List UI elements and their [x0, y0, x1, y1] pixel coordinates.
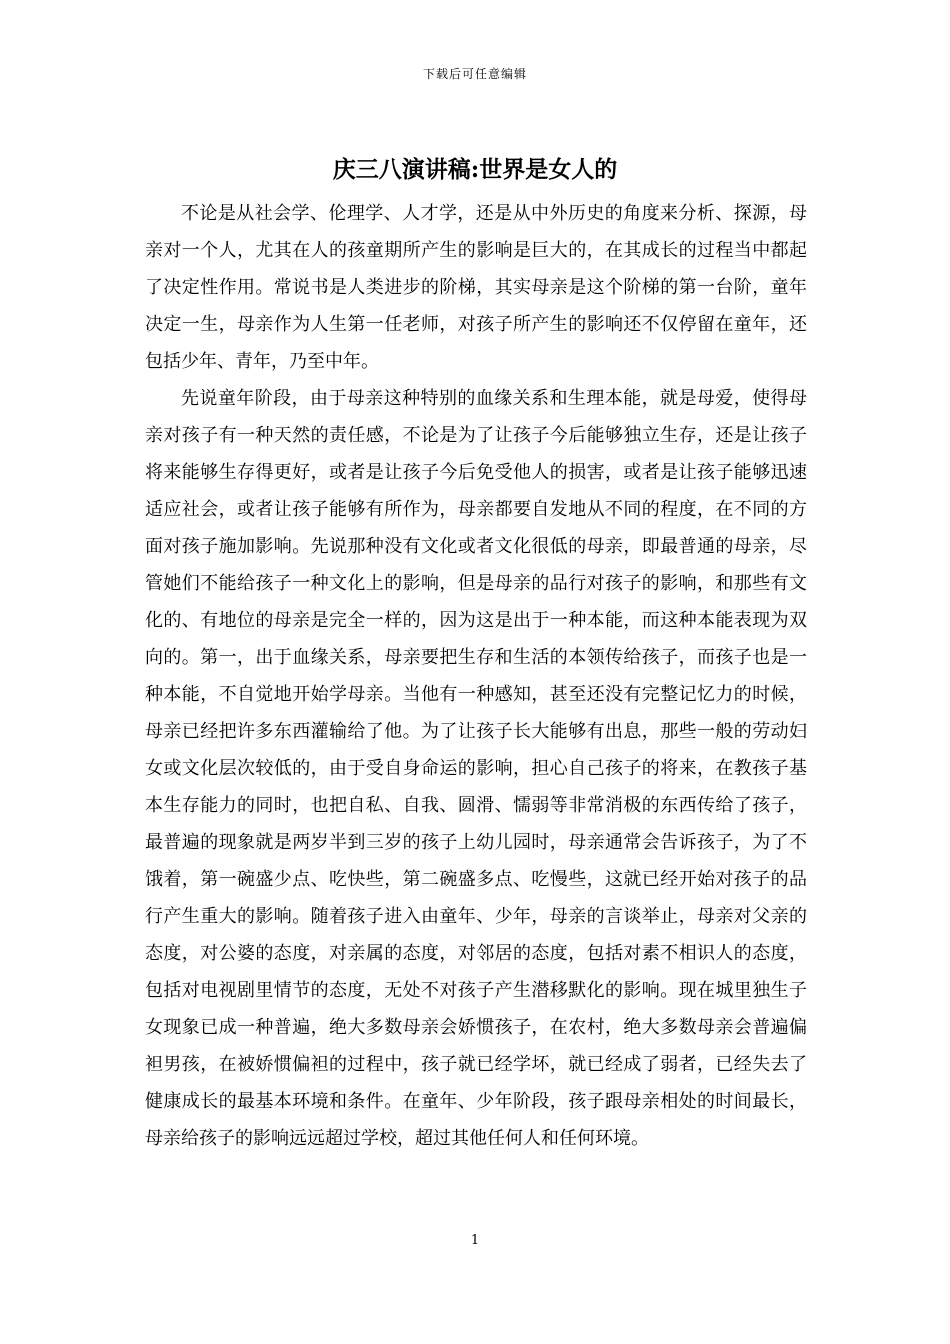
- body-paragraph: 不论是从社会学、伦理学、人才学，还是从中外历史的角度来分析、探源，母亲对一个人，尤其在人的孩童期所产生的影响是巨大的，在其成长的过程当中都起了决定性作用。常说书是人类进步的阶梯，其实母亲是这个阶梯的第一台阶，童年决定一生，母亲作为人生第一任老师，对孩子所产生的影响还不仅停留在童年，还包括少年、青年，乃至中年。: [145, 203, 807, 372]
- document-title: 庆三八演讲稿:世界是女人的: [332, 156, 618, 183]
- document-body: [145, 195, 807, 1157]
- page-number: 1: [470, 1233, 480, 1248]
- body-paragraph: 先说童年阶段，由于母亲这种特别的血缘关系和生理本能，就是母爱，使得母亲对孩子有一种天然的责任感，不论是为了让孩子今后能够独立生存，还是让孩子将来能够生存得更好，或者是让孩子今后免受他人的损害，或者是让孩子能够迅速适应社会，或者让孩子能够有所作为，母亲都要自发地从不同的程度，在不同的方面对孩子施加影响。先说那种没有文化或者文化很低的母亲，即最普通的母亲，尽管她们不能给孩子一种文化上的影响，但是母亲的品行对孩子的影响，和那些有文化的、有地位的母亲是完全一样的，因为这是出于一种本能，而这种本能表现为双向的。第一，出于血缘关系，母亲要把生存和生活的本领传给孩子，而孩子也是一种本能，不自觉地开始学母亲。当他有一种感知，甚至还没有完整记忆力的时候，母亲已经把许多东西灌输给了他。为了让孩子长大能够有出息，那些一般的劳动妇女或文化层次较低的，由于受自身命运的影响，担心自己孩子的将来，在教孩子基本生存能力的同时，也把自私、自我、圆滑、懦弱等非常消极的东西传给了孩子，最普遍的现象就是两岁半到三岁的孩子上幼儿园时，母亲通常会告诉孩子，为了不饿着，第一碗盛少点、吃快些，第二碗盛多点、吃慢些，这就已经开始对孩子的品行产生重大的影响。随着孩子进入由童年、少年，母亲的言谈举止，母亲对父亲的态度，对公婆的态度，对亲属的态度，对邻居的态度，包括对素不相识人的态度，包括对电视剧里情节的态度，无处不对孩子产生潜移默化的影响。现在城里独生子女现象已成一种普遍，绝大多数母亲会娇惯孩子，在农村，绝大多数母亲会普遍偏袒男孩，在被娇惯偏袒的过程中，孩子就已经学坏，就已经成了弱者，已经失去了健康成长的最基本环境和条件。在童年、少年阶段，孩子跟母亲相处的时间最长，母亲给孩子的影响远远超过学校，超过其他任何人和任何环境。: [145, 388, 807, 1149]
- page-header-note: 下载后可任意编辑: [422, 67, 527, 81]
